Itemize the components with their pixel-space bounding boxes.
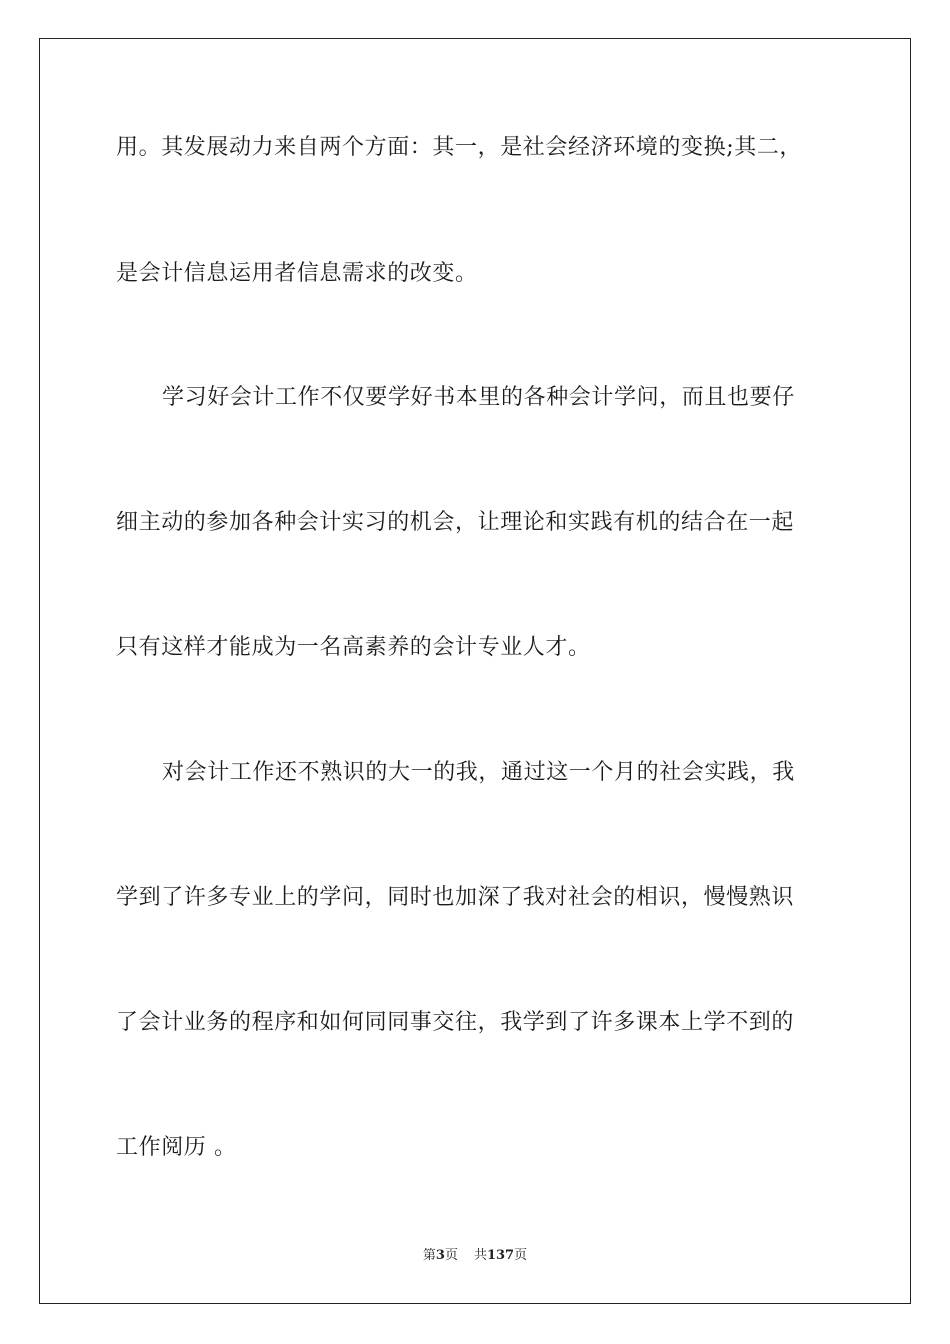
page-prefix: 第 (422, 1248, 436, 1263)
text-line: 工作阅历 。 (116, 1135, 237, 1160)
page-number: 3 (435, 1248, 445, 1263)
total-suffix: 页 (514, 1248, 528, 1263)
total-prefix: 共 (473, 1248, 487, 1263)
paragraph-start-line: 对会计工作还不熟识的大一的我，通过这一个月的社会实践，我 (162, 760, 795, 785)
text-line: 是会计信息运用者信息需求的改变。 (116, 261, 478, 286)
text-line: 用。其发展动力来自两个方面：其一，是社会经济环境的变换;其二， (116, 135, 803, 160)
text-line: 学到了许多专业上的学问，同时也加深了我对社会的相识，慢慢熟识 (116, 885, 795, 910)
text-line: 了会计业务的程序和如何同同事交往，我学到了许多课本上学不到的 (116, 1010, 795, 1035)
page-border (39, 38, 911, 1304)
paragraph-start-line: 学习好会计工作不仅要学好书本里的各种会计学问，而且也要仔 (162, 385, 795, 410)
total-pages: 137 (486, 1248, 515, 1263)
page-footer (0, 1244, 950, 1263)
text-line: 细主动的参加各种会计实习的机会，让理论和实践有机的结合在一起 (116, 510, 795, 535)
text-line: 只有这样才能成为一名高素养的会计专业人才。 (116, 635, 591, 660)
page-suffix: 页 (444, 1248, 458, 1263)
